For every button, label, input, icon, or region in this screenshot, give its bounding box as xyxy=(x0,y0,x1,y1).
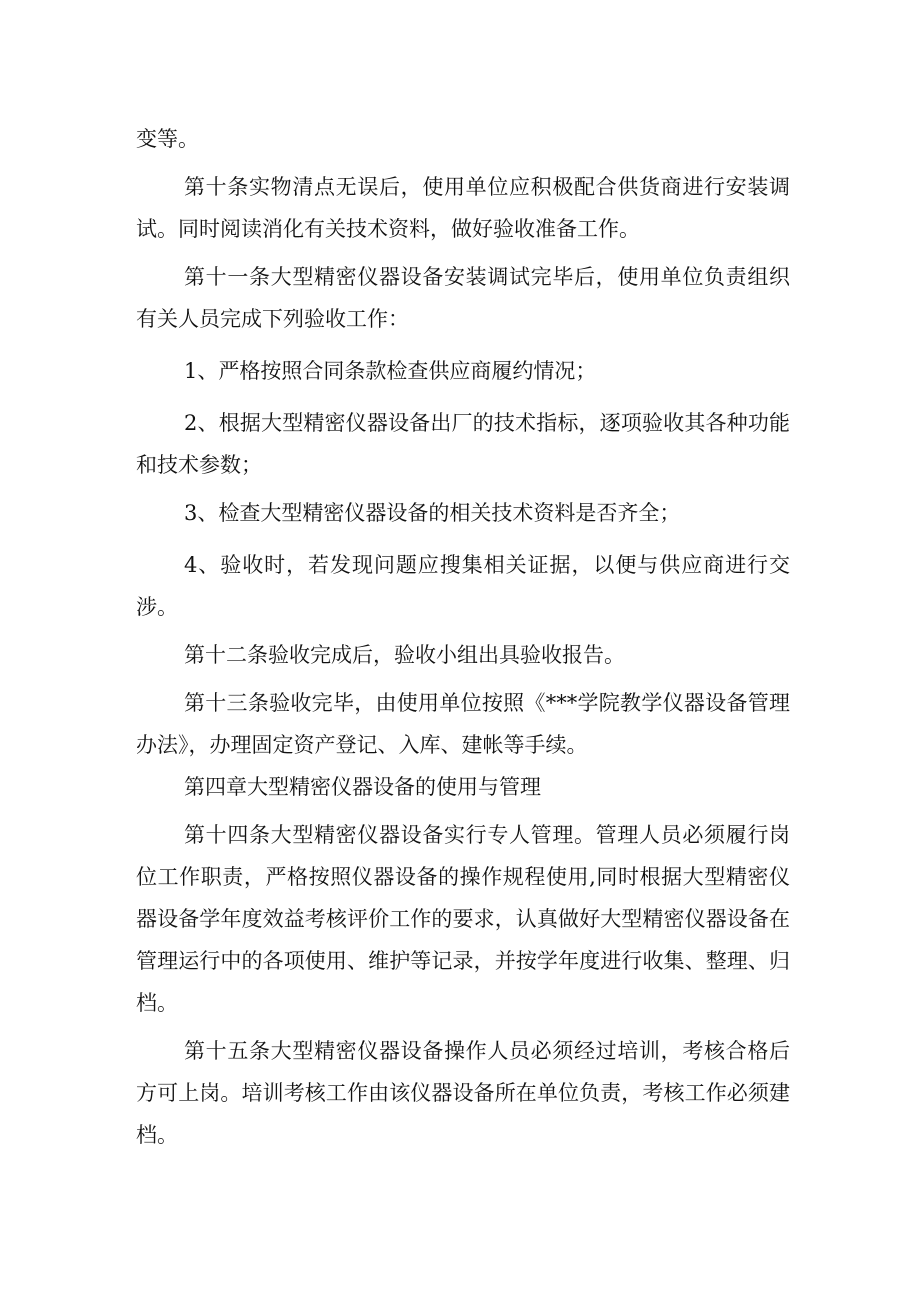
list-item-3: 3、检查大型精密仪器设备的相关技术资料是否齐全； xyxy=(184,501,681,525)
paragraph-article-10: 第十条实物清点无误后，使用单位应积极配合供货商进行安装调试。同时阅读消化有关技术资料，做好验收准备工作。 xyxy=(136,175,790,241)
paragraph-article-11: 第十一条大型精密仪器设备安装调试完毕后，使用单位负责组织有关人员完成下列验收工作： xyxy=(136,265,790,331)
chapter-heading: 第四章大型精密仪器设备的使用与管理 xyxy=(184,775,541,799)
paragraph-article-13: 第十三条验收完毕，由使用单位按照《***学院教学仪器设备管理办法》，办理固定资产登记、入库、建帐等手续。 xyxy=(136,691,790,757)
list-item-4: 4、验收时，若发现问题应搜集相关证据，以便与供应商进行交涉。 xyxy=(136,553,790,619)
document-body xyxy=(136,118,790,1156)
list-item-2: 2、根据大型精密仪器设备出厂的技术指标，逐项验收其各种功能和技术参数； xyxy=(136,411,790,477)
paragraph-article-14: 第十四条大型精密仪器设备实行专人管理。管理人员必须履行岗位工作职责，严格按照仪器设备的操作规程使用,同时根据大型精密仪器设备学年度效益考核评价工作的要求，认真做好大型精密仪器设备在管理运行中的各项使用、维护等记录，并按学年度进行收集、整理、归档。 xyxy=(136,823,790,1015)
paragraph-article-15: 第十五条大型精密仪器设备操作人员必须经过培训，考核合格后方可上岗。培训考核工作由该仪器设备所在单位负责，考核工作必须建档。 xyxy=(136,1039,790,1147)
paragraph-article-12: 第十二条验收完成后，验收小组出具验收报告。 xyxy=(184,643,625,667)
list-item-1: 1、严格按照合同条款检查供应商履约情况； xyxy=(184,359,597,383)
paragraph-continuation: 变等。 xyxy=(136,127,199,151)
